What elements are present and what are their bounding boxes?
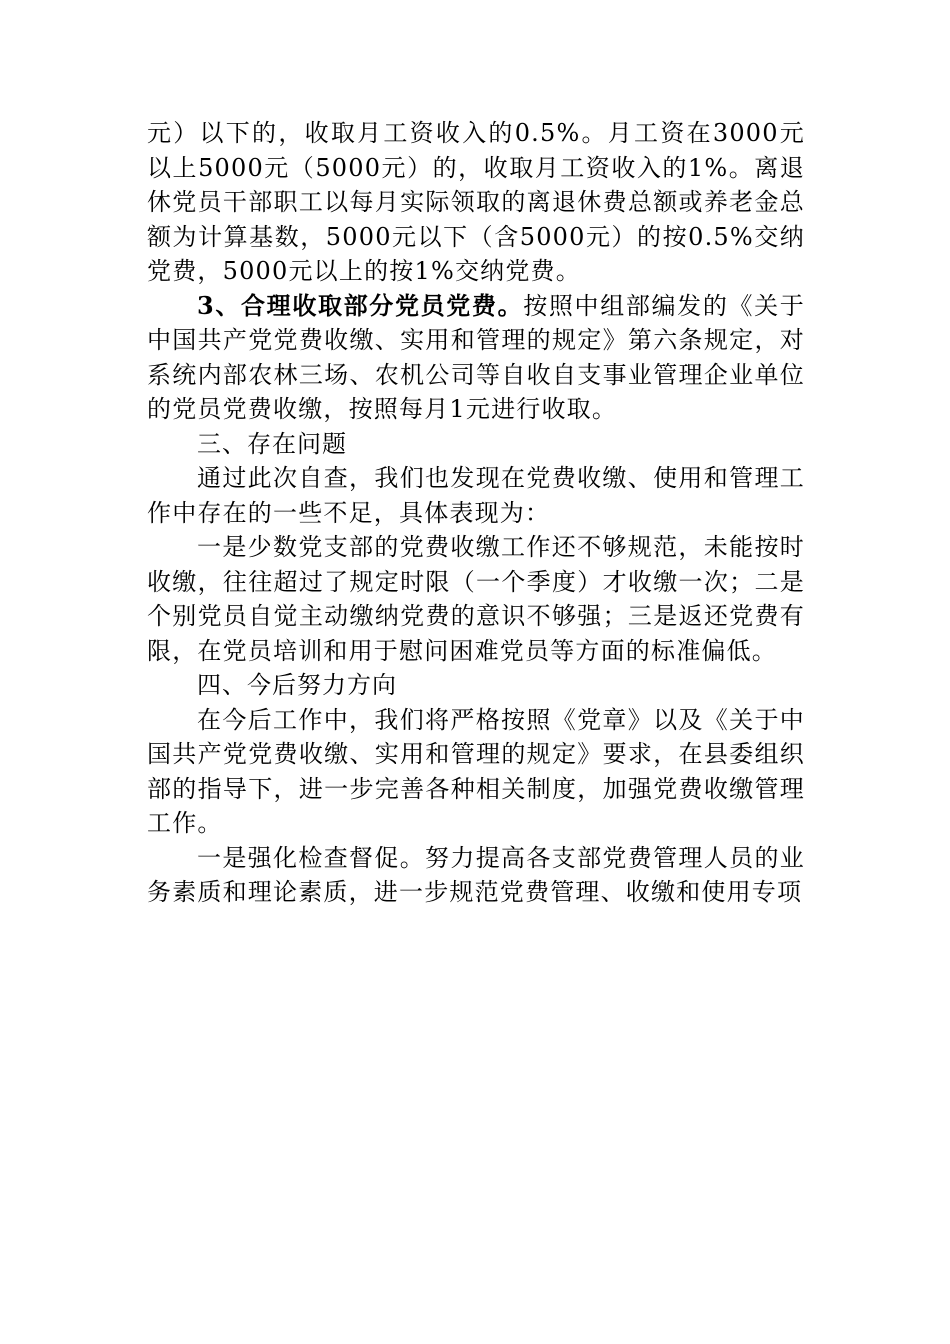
- paragraph-problem-list: 一是少数党支部的党费收缴工作还不够规范，未能按时收缴，往往超过了规定时限（一个季度）才收缴一次；二是个别党员自觉主动缴纳党费的意识不够强；三是返还党费有限，在党员培训和用于慰问困难党员等方面的标准偏低。: [147, 533, 805, 665]
- paragraph-future-work: 在今后工作中，我们将严格按照《党章》以及《关于中国共产党党费收缴、实用和管理的规定》要求，在县委组织部的指导下，进一步完善各种相关制度，加强党费收缴管理工作。: [147, 705, 805, 837]
- paragraph-lead-bold: 3、合理收取部分党员党费。: [197, 290, 524, 320]
- document-page: [147, 116, 805, 910]
- section-heading-problems: 三、存在问题: [197, 429, 347, 458]
- paragraph-partial-fees: [147, 289, 805, 427]
- paragraph-inspection: 一是强化检查督促。努力提高各支部党费管理人员的业务素质和理论素质，进一步规范党费管理、收缴和使用专项: [147, 843, 805, 906]
- section-heading-direction: 四、今后努力方向: [197, 671, 397, 699]
- paragraph-body: 按照中组部编发的《关于中国共产党党费收缴、实用和管理的规定》第六条规定，对系统内部农林三场、农机公司等自收自支事业管理企业单位的党员党费收缴，按照每月1元进行收取。: [147, 291, 805, 423]
- paragraph-fee-rates: 元）以下的，收取月工资收入的0.5%。月工资在3000元以上5000元（5000元）的，收取月工资收入的1%。离退休党员干部职工以每月实际领取的离退休费总额或养老金总额为计算基数，5000元以下（含5000元）的按0.5%交纳党费，5000元以上的按1%交纳党费。: [147, 119, 805, 285]
- paragraph-self-check: 通过此次自查，我们也发现在党费收缴、使用和管理工作中存在的一些不足，具体表现为：: [147, 464, 805, 527]
